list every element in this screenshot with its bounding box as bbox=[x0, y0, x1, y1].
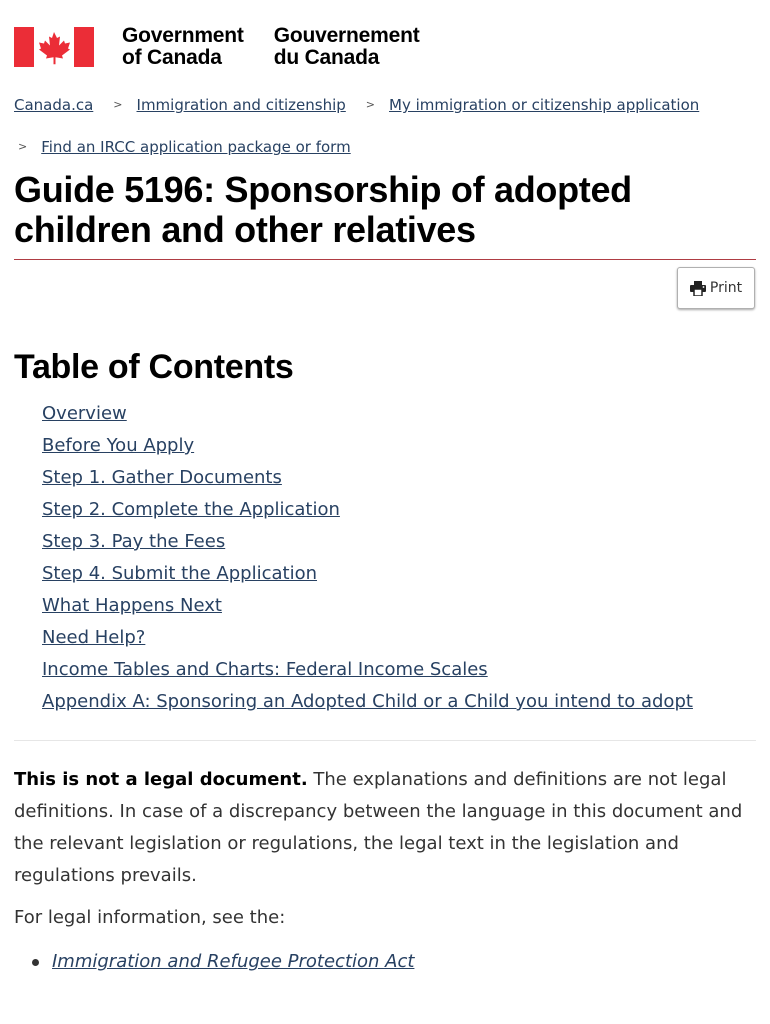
breadcrumb-separator: > bbox=[365, 98, 376, 111]
breadcrumb bbox=[14, 93, 734, 177]
link-irpa[interactable]: Immigration and Refugee Protection Act bbox=[52, 951, 415, 972]
title-divider bbox=[14, 259, 756, 260]
toc-item bbox=[42, 686, 693, 718]
toc-link-need-help[interactable]: Need Help? bbox=[42, 627, 146, 648]
breadcrumb-link-immigration[interactable]: Immigration and citizenship bbox=[136, 96, 346, 114]
breadcrumb-link-find-package[interactable]: Find an IRCC application package or form bbox=[41, 138, 351, 156]
government-signature[interactable] bbox=[14, 25, 420, 73]
signature-fr-line2: du Canada bbox=[273, 46, 380, 69]
list-item bbox=[14, 946, 414, 978]
toc-link-step-3[interactable]: Step 3. Pay the Fees bbox=[42, 531, 226, 552]
signature-en-line2: of Canada bbox=[122, 46, 222, 69]
breadcrumb-separator: > bbox=[113, 98, 123, 111]
breadcrumb-link-canada[interactable]: Canada.ca bbox=[14, 96, 94, 114]
table-of-contents bbox=[42, 398, 693, 718]
legal-notice-bold: This is not a legal document. bbox=[14, 769, 308, 790]
toc-link-overview[interactable]: Overview bbox=[42, 403, 127, 424]
toc-link-what-happens-next[interactable]: What Happens Next bbox=[42, 595, 222, 616]
section-divider bbox=[14, 740, 756, 741]
toc-item bbox=[42, 654, 693, 686]
printer-icon bbox=[690, 281, 706, 296]
toc-item bbox=[42, 590, 693, 622]
signature-fr-line1: Gouvernement bbox=[273, 24, 420, 47]
toc-item bbox=[42, 494, 693, 526]
toc-item bbox=[42, 526, 693, 558]
print-button[interactable] bbox=[677, 267, 755, 309]
breadcrumb-link-my-application[interactable]: My immigration or citizenship application bbox=[389, 96, 700, 114]
toc-link-appendix-a[interactable]: Appendix A: Sponsoring an Adopted Child or a Child you intend to adopt bbox=[42, 691, 693, 712]
legal-links-list bbox=[14, 946, 414, 978]
page-title: Guide 5196: Sponsorship of adopted children and other relatives bbox=[14, 169, 632, 250]
canada-flag-icon bbox=[14, 27, 94, 67]
toc-item bbox=[42, 622, 693, 654]
signature-french bbox=[274, 25, 420, 69]
legal-info-intro: For legal information, see the: bbox=[14, 907, 286, 928]
print-button-label: Print bbox=[709, 280, 743, 296]
toc-item bbox=[42, 430, 693, 462]
toc-link-step-4[interactable]: Step 4. Submit the Application bbox=[42, 563, 318, 584]
breadcrumb-separator: > bbox=[18, 140, 28, 153]
toc-link-step-1[interactable]: Step 1. Gather Documents bbox=[42, 467, 282, 488]
toc-item bbox=[42, 398, 693, 430]
legal-notice bbox=[14, 764, 756, 892]
legal-notice-text: The explanations and definitions are not legal definitions. In case of a discrepancy between the language in this document and the relevant legislation or regulations, the legal text in the legislation and regulations prevails. bbox=[14, 769, 743, 886]
toc-heading: Table of Contents bbox=[14, 348, 294, 386]
bullet-icon bbox=[32, 959, 39, 966]
toc-link-income-tables[interactable]: Income Tables and Charts: Federal Income Scales bbox=[42, 659, 488, 680]
toc-link-before-you-apply[interactable]: Before You Apply bbox=[42, 435, 195, 456]
signature-english bbox=[122, 25, 244, 69]
signature-en-line1: Government bbox=[122, 24, 244, 47]
toc-link-step-2[interactable]: Step 2. Complete the Application bbox=[42, 499, 340, 520]
toc-item bbox=[42, 462, 693, 494]
toc-item bbox=[42, 558, 693, 590]
